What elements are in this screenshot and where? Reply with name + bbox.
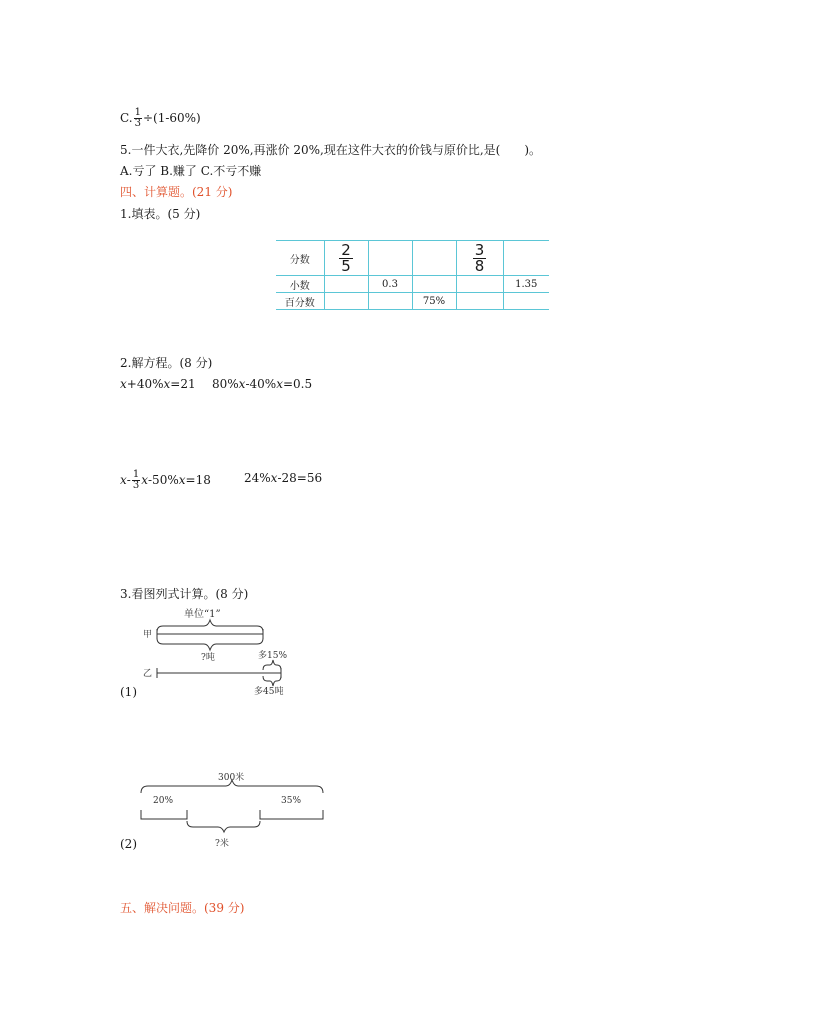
label-unknown-tons: ?吨 xyxy=(201,653,215,663)
equation-4: 24%x-28=56 xyxy=(244,471,323,485)
table-cell xyxy=(324,276,368,293)
table-cell xyxy=(368,293,412,310)
cell-empty xyxy=(503,241,549,276)
table-cell xyxy=(456,293,503,310)
label-unit-one: 单位“1” xyxy=(184,609,221,620)
label-total-meters: 300米 xyxy=(218,773,245,783)
fraction-one-third: $\frac{1}{3}$ xyxy=(132,469,140,491)
part3-title: 3.看图列式计算。(8 分) xyxy=(120,587,249,601)
cell-fraction-3-8: $\frac{3}{8}$ xyxy=(456,241,503,276)
label-yi: 乙 xyxy=(143,669,153,679)
row-label: 小数 xyxy=(276,276,324,293)
table-row-percent xyxy=(276,293,549,310)
q5-question: 5.一件大衣,先降价 20%,再涨价 20%,现在这件大衣的价钱与原价比,是( )。 xyxy=(120,143,542,157)
label-jia: 甲 xyxy=(143,630,153,640)
label-more-percent: 多15% xyxy=(258,651,288,661)
fraction-one-third: $\frac{1}{3}$ xyxy=(134,107,141,129)
part2-title: 2.解方程。(8 分) xyxy=(120,356,213,370)
brace-bottom xyxy=(157,638,263,650)
table-cell xyxy=(324,293,368,310)
table-cell xyxy=(456,276,503,293)
equation-2: 80%x-40%x=0.5 xyxy=(212,377,313,391)
cell-empty xyxy=(412,241,456,276)
cell-fraction-2-5: $\frac{2}{5}$ xyxy=(324,241,368,276)
brace-middle xyxy=(187,821,260,832)
brace-top xyxy=(157,620,263,632)
table-cell xyxy=(412,276,456,293)
table-row-decimal xyxy=(276,276,549,293)
label-20-percent: 20% xyxy=(153,796,174,806)
equation-3: x- $\frac{1}{3}$ x-50%x=18 xyxy=(120,469,211,491)
equation-1: x+40%x=21 xyxy=(120,377,196,391)
segment-right xyxy=(260,810,323,819)
diagram1-label: (1) xyxy=(120,685,137,699)
row-label: 分数 xyxy=(276,241,324,276)
row-label: 百分数 xyxy=(276,293,324,310)
cell-empty xyxy=(368,241,412,276)
label-35-percent: 35% xyxy=(281,796,302,806)
section-4-heading: 四、计算题。(21 分) xyxy=(120,185,233,199)
table-cell: 75% xyxy=(412,293,456,310)
brace-extra-top xyxy=(263,660,281,670)
table-cell xyxy=(503,293,549,310)
table-cell: 1.35 xyxy=(503,276,549,293)
conversion-table xyxy=(276,240,549,310)
section-5-heading: 五、解决问题。(39 分) xyxy=(120,901,245,915)
brace-extra-bottom xyxy=(263,676,281,686)
q5-options: A.亏了 B.赚了 C.不亏不赚 xyxy=(120,164,262,178)
label-more-tons: 多45吨 xyxy=(254,687,284,697)
label-unknown-meters: ?米 xyxy=(215,839,229,849)
part1-title: 1.填表。(5 分) xyxy=(120,207,201,221)
brace-total xyxy=(141,780,323,793)
segment-left xyxy=(141,810,187,819)
diagram2-label: (2) xyxy=(120,837,137,851)
table-row-fraction xyxy=(276,241,549,276)
q4-option-c: C. $\frac{1}{3}$ ÷(1-60%) xyxy=(120,107,201,129)
table-cell: 0.3 xyxy=(368,276,412,293)
